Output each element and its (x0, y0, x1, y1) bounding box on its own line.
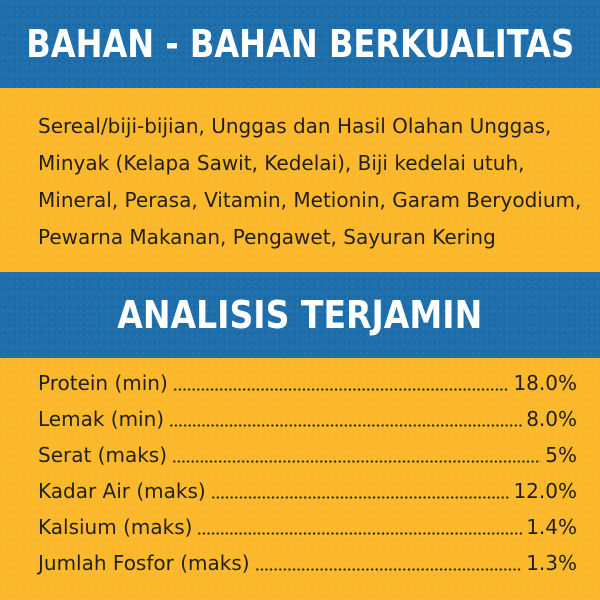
ingredients-line: Pewarna Makanan, Pengawet, Sayuran Kering (38, 225, 496, 249)
analysis-header (0, 272, 600, 358)
analysis-row-protein (38, 365, 577, 401)
analysis-row-fat (38, 401, 577, 437)
dot-leader (173, 388, 510, 391)
analysis-panel (0, 358, 600, 600)
analysis-value: 8.0% (526, 407, 577, 431)
analysis-value: 5% (545, 443, 577, 467)
analysis-label: Protein (min) (38, 371, 168, 395)
analysis-label: Lemak (min) (38, 407, 165, 431)
analysis-value: 12.0% (513, 479, 577, 503)
ingredients-title: BAHAN - BAHAN BERKUALITAS (26, 22, 574, 66)
analysis-value: 18.0% (513, 371, 577, 395)
ingredients-header (0, 0, 600, 88)
analysis-title: ANALISIS TERJAMIN (117, 293, 483, 337)
dot-leader (255, 568, 523, 571)
dot-leader (197, 532, 522, 535)
dot-leader (169, 424, 522, 427)
ingredients-line: Minyak (Kelapa Sawit, Kedelai), Biji kedelai utuh, (38, 151, 525, 175)
analysis-label: Kalsium (maks) (38, 515, 193, 539)
ingredients-panel (0, 88, 600, 272)
dot-leader (211, 496, 510, 499)
analysis-value: 1.4% (526, 515, 577, 539)
analysis-row-calcium (38, 509, 577, 545)
analysis-row-phosphorus (38, 545, 577, 581)
analysis-heading (0, 293, 600, 337)
analysis-label: Kadar Air (maks) (38, 479, 206, 503)
analysis-label: Jumlah Fosfor (maks) (38, 551, 250, 575)
analysis-label: Serat (maks) (38, 443, 168, 467)
analysis-row-fiber (38, 437, 577, 473)
dot-leader (172, 460, 541, 463)
ingredients-line: Sereal/biji-bijian, Unggas dan Hasil Olahan Unggas, (38, 114, 552, 138)
ingredients-heading (0, 22, 600, 66)
ingredients-line: Mineral, Perasa, Vitamin, Metionin, Garam Beryodium, (38, 188, 582, 212)
analysis-row-moisture (38, 473, 577, 509)
analysis-value: 1.3% (526, 551, 577, 575)
